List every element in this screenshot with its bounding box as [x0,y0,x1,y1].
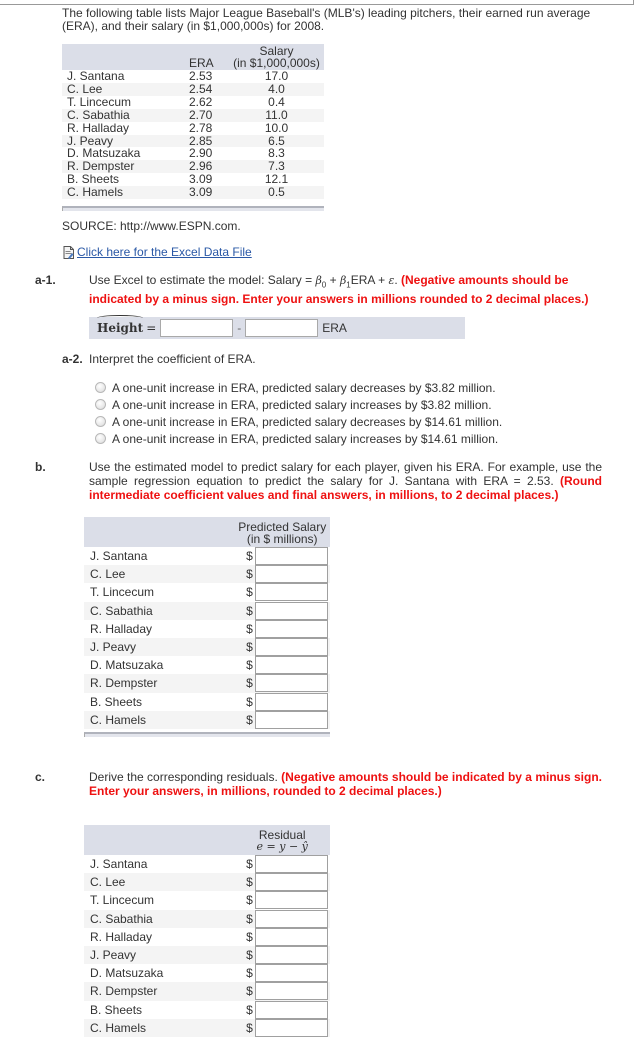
player-name: R. Halladay [90,929,153,944]
pitcher-name: B. Sheets [67,172,120,187]
residual-input[interactable] [255,928,328,946]
residual-input[interactable] [255,1001,328,1019]
instruction-text: (Round intermediate coefficient values and final answers, in millions, to 2 decimal places.) [89,474,602,502]
dollar-sign: $ [246,929,253,944]
table-row [84,674,330,692]
player-name: D. Matsuzaka [90,966,164,981]
dollar-sign: $ [234,1019,254,1037]
predicted-salary-input[interactable] [255,620,328,638]
pitcher-name: J. Peavy [62,135,187,148]
pitcher-era: 2.53 [189,69,213,83]
pitcher-name: C. Lee [62,83,187,96]
radio-button[interactable] [95,416,106,427]
question-number: c. [35,770,46,784]
pitcher-salary: 10.0 [264,120,289,135]
pitcher-name: R. Dempster [62,160,187,173]
dollar-sign: $ [246,893,253,908]
player-name: C. Sabathia [84,910,234,928]
table-row [84,928,330,946]
player-name: C. Sabathia [84,602,234,620]
residual-input[interactable] [255,982,328,1000]
residual-input[interactable] [255,891,328,909]
residual-input[interactable] [255,964,328,982]
residual-input[interactable] [255,855,328,873]
period: . [394,273,402,287]
question-text: Derive the corresponding residuals. [89,770,282,784]
pitcher-name: R. Halladay [67,120,130,135]
table-row [84,1001,330,1019]
regression-equation-box [89,317,465,339]
table-row [84,711,330,729]
player-name: C. Lee [84,873,234,891]
option-3[interactable] [95,413,502,430]
table-row [84,620,330,638]
residual-input[interactable] [255,910,328,928]
pitcher-salary: 17.0 [264,69,289,83]
header-blank [84,517,234,547]
residual-table-header [84,825,330,855]
dollar-sign: $ [246,621,253,636]
table-row [84,565,330,583]
predicted-table-footer [84,732,330,737]
pitcher-era: 2.54 [187,83,229,96]
predicted-salary-input[interactable] [255,674,328,692]
excel-link-label[interactable]: Click here for the Excel Data File [77,245,252,259]
player-name: C. Hamels [84,1019,234,1037]
table-row [62,122,324,135]
pitcher-salary: 7.3 [229,160,324,173]
player-name: R. Dempster [84,674,234,692]
option-1[interactable] [95,379,502,396]
question-text: Use Excel to estimate the model: Salary = [89,273,316,287]
player-name: C. Lee [84,565,234,583]
header-salary-line2: (in $1,000,000s) [233,56,320,70]
table-row [62,96,324,109]
epsilon-symbol: ε [388,274,395,287]
player-name: T. Lincecum [90,585,155,600]
pitcher-era: 2.62 [189,94,213,109]
predicted-salary-input[interactable] [255,656,328,674]
question-c [35,770,603,798]
intercept-input[interactable] [160,319,233,337]
slope-input[interactable] [245,319,318,337]
player-name: C. Hamels [84,711,234,729]
pitcher-salary: 0.5 [229,186,324,199]
table-row [84,656,330,674]
residual-input[interactable] [255,1019,328,1037]
dollar-sign: $ [246,966,253,981]
beta1-subscript: 1 [346,280,351,290]
dollar-sign: $ [234,711,254,729]
dollar-sign: $ [234,565,254,583]
option-label[interactable]: A one-unit increase in ERA, predicted salary decreases by $14.61 million. [112,414,503,429]
table-row [84,873,330,891]
pitcher-data-table [62,44,324,199]
pitcher-era: 2.78 [189,120,213,135]
dollar-sign: $ [234,946,254,964]
pitcher-era: 3.09 [187,186,229,199]
player-name: J. Santana [90,549,148,564]
radio-button[interactable] [95,433,106,444]
dollar-sign: $ [234,873,254,891]
pitcher-name: D. Matsuzaka [67,146,141,161]
pitcher-salary: 6.5 [229,135,324,148]
dollar-sign: $ [246,857,253,872]
predicted-salary-table [84,517,330,729]
table-row [62,70,324,83]
option-4[interactable] [95,430,502,447]
table-row [84,964,330,982]
table-row [84,638,330,656]
pitcher-era: 2.70 [187,109,229,122]
plus-sign: + [326,273,340,287]
predicted-salary-input[interactable] [255,602,328,620]
pitcher-name: J. Santana [67,69,125,83]
pitcher-salary: 0.4 [268,94,285,109]
header-predicted-salary [234,517,330,547]
pitcher-salary: 8.3 [268,146,285,161]
table-row [84,1019,330,1037]
predicted-salary-input[interactable] [255,711,328,729]
era-variable-label: ERA [322,321,347,335]
question-text: Interpret the coefficient of ERA. [89,352,256,366]
equation-label-text: Height [97,321,144,335]
pitcher-name: C. Hamels [62,186,187,199]
source-text: SOURCE: http://www.ESPN.com. [62,219,241,233]
table-row [62,186,324,199]
table-row [84,946,330,964]
pitcher-salary: 4.0 [229,83,324,96]
pitcher-era: 2.85 [187,135,229,148]
pitcher-era: 2.90 [189,146,213,161]
header-salary [229,44,324,70]
player-name: J. Peavy [84,638,234,656]
option-label[interactable]: A one-unit increase in ERA, predicted salary increases by $14.61 million. [112,431,499,446]
intro-text: The following table lists Major League Baseball's (MLB's) leading pitchers, their earned run average (ERA), and their salary (in $1,000,000s) for 2008. [62,6,591,33]
table-row [84,891,330,909]
question-b [35,460,602,502]
header-residual [234,825,330,855]
player-name: D. Matsuzaka [90,658,164,673]
dollar-sign: $ [234,674,254,692]
residual-input[interactable] [255,873,328,891]
dollar-sign: $ [234,638,254,656]
header-name [62,44,187,70]
player-name: B. Sheets [90,694,143,709]
table-row [84,910,330,928]
question-a2 [62,352,256,366]
question-number: a-2. [62,352,83,366]
table-row [84,547,330,565]
question-number: b. [35,460,46,474]
minus-sign: - [237,321,242,335]
option-label[interactable]: A one-unit increase in ERA, predicted salary increases by $3.82 million. [112,397,492,412]
predicted-salary-input[interactable] [255,547,328,565]
radio-button[interactable] [95,399,106,410]
header-salary-line1: Salary [259,44,294,58]
pitcher-name: C. Sabathia [62,109,187,122]
header-era: ERA [187,44,229,70]
question-a1 [35,273,607,307]
predicted-salary-input[interactable] [255,693,328,711]
dollar-sign: $ [246,658,253,673]
player-name: J. Santana [90,857,148,872]
dollar-sign: $ [246,549,253,564]
beta0-subscript: 0 [321,280,327,290]
player-name: J. Peavy [84,946,234,964]
residual-table [84,825,330,1037]
residual-input[interactable] [255,946,328,964]
predicted-salary-input[interactable] [255,565,328,583]
predicted-salary-input[interactable] [255,583,328,601]
question-number: a-1. [35,273,56,287]
a2-options [95,379,502,447]
player-name: R. Halladay [90,621,153,636]
pitcher-name: T. Lincecum [67,94,132,109]
table-row [84,583,330,601]
dollar-sign: $ [246,1002,253,1017]
table-row [62,83,324,96]
top-border [0,0,634,5]
table-row [84,693,330,711]
pitcher-salary: 12.1 [264,172,289,187]
question-text-after: ERA + [350,273,389,287]
residual-formula: e = y − ŷ [256,840,308,853]
table-row [84,982,330,1000]
data-table-header [62,44,324,70]
dollar-sign: $ [234,910,254,928]
option-label[interactable]: A one-unit increase in ERA, predicted salary decreases by $3.82 million. [112,380,496,395]
equals-sign: = [146,321,157,335]
radio-button[interactable] [95,382,106,393]
question-text: Use the estimated model to predict salary for each player, given his ERA. For example, use the sample regression equation to predict the salary for J. Santana with ERA = 2.53. [89,460,602,488]
dollar-sign: $ [234,602,254,620]
predicted-salary-input[interactable] [255,638,328,656]
dollar-sign: $ [234,982,254,1000]
header-blank [84,825,234,855]
pitcher-era: 3.09 [189,172,213,187]
header-line1: Residual [258,828,306,842]
player-name: R. Dempster [84,982,234,1000]
hat-icon [97,315,143,321]
header-line2: (in $ millions) [246,532,318,546]
option-2[interactable] [95,396,502,413]
data-table-footer [62,206,324,211]
player-name: B. Sheets [90,1002,143,1017]
height-hat-label [97,321,143,335]
predicted-table-header [84,517,330,547]
header-line1: Predicted Salary [238,520,327,534]
table-row [84,602,330,620]
pitcher-era: 2.96 [187,160,229,173]
player-name: T. Lincecum [90,893,155,908]
beta0-symbol: β [315,274,322,287]
pitcher-salary: 11.0 [229,109,324,122]
excel-data-link[interactable] [62,245,252,259]
instruction-text: (Negative amounts should be indicated by a minus sign. Enter your answers, in millions, rounded to 2 decimal places.) [89,770,603,798]
dollar-sign: $ [246,585,253,600]
table-row [84,855,330,873]
document-icon [62,246,75,259]
dollar-sign: $ [246,694,253,709]
table-row [62,109,324,122]
instruction-text: (Negative amounts should be indicated by a minus sign. Enter your answers in millions rounded to 2 decimal places.) [89,273,589,307]
beta1-symbol: β [339,274,347,287]
